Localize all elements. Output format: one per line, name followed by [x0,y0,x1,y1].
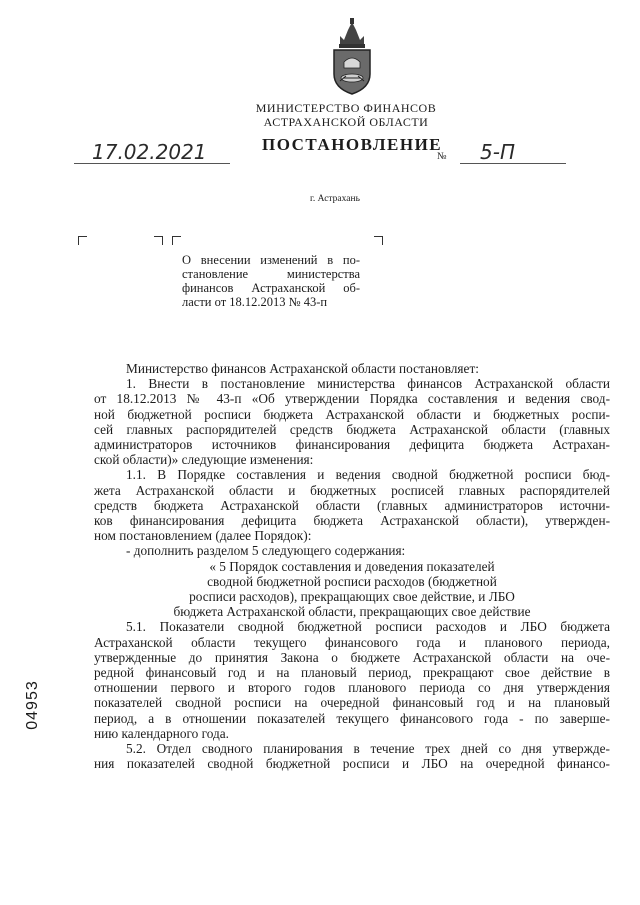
document-number: 5-П [460,141,566,164]
body-line: сводной бюджетной росписи расходов (бюджетной [207,573,497,589]
body-line: показателей сводной росписи на очередной финансовый год и на плановый [94,695,610,711]
body-line: Астраханской области текущего финансового года и планового периода, [94,634,610,650]
city-line: г. Астрахань [310,194,360,204]
corner-bracket [374,236,383,245]
body-line: бюджета Астраханской области, прекращающих свое действие [173,604,531,620]
body-line: 1. Внести в постановление министерства финансов Астраханской области [126,376,610,392]
corner-bracket [154,236,163,245]
subject-line: становление министерства [182,267,360,281]
subject-line: ласти от 18.12.2013 № 43-п [182,295,328,309]
document-body [94,361,610,771]
subject-line: финансов Астраханской об- [182,281,360,295]
body-line: отношении первого и второго годов планового периода со дня утверждения [94,680,610,696]
corner-bracket [172,236,181,245]
document-subject [182,253,360,309]
body-line: ном постановлением (далее Порядок): [94,528,312,544]
body-line: администраторов источников финансирования дефицита бюджета Астрахан- [94,437,610,453]
body-line: ния показателей сводной бюджетной росписи и ЛБО на очередной финансо- [94,756,610,772]
body-line: ской области)» следующие изменения: [94,452,314,468]
body-line: жета Астраханской области и бюджетных росписей главных распорядителей [94,482,610,498]
body-line: ной бюджетной росписи бюджета Астраханской области и бюджетных роспи- [94,406,610,422]
body-line: сей главных распорядителей средств бюджета Астраханской области (главных [94,421,610,437]
serial-number-stamp [22,672,42,742]
body-line: утвержденные до принятия Закона о бюджете Астраханской области на оче- [94,649,610,665]
corner-bracket [78,236,87,245]
body-line: средств бюджета Астраханской области (главных администраторов источни- [94,497,610,513]
coat-of-arms-icon [326,18,378,96]
body-line: нию календарного года. [94,725,229,741]
body-line: от 18.12.2013 № 43-п «Об утверждении Порядка составления и ведения свод- [94,391,610,407]
body-line: « 5 Порядок составления и доведения показателей [209,558,495,574]
body-line: период, а в отношении показателей текущего финансового года - по заверше- [94,710,610,726]
body-line: 1.1. В Порядке составления и ведения сводной бюджетной росписи бюд- [126,467,610,483]
ministry-name-line1: МИНИСТЕРСТВО ФИНАНСОВ [255,101,437,115]
subject-line: О внесении изменений в по- [182,253,360,267]
body-line: 5.2. Отдел сводного планирования в течение трех дней со дня утвержде- [126,741,610,757]
body-line: 5.1. Показатели сводной бюджетной росписи расходов и ЛБО бюджета [126,619,610,635]
number-sign: № [437,151,447,162]
body-line: ков финансирования дефицита бюджета Астраханской области), утвержден- [94,513,610,529]
document-date: 17.02.2021 [74,141,230,164]
document-type: ПОСТАНОВЛЕНИЕ [262,135,443,154]
body-line: Министерство финансов Астраханской области постановляет: [126,361,479,376]
serial-number: 04953 [24,680,41,730]
body-line: - дополнить разделом 5 следующего содержания: [126,543,406,559]
body-line: росписи расходов), прекращающих свое действие, и ЛБО [189,589,515,605]
ministry-name-line2: АСТРАХАНСКОЙ ОБЛАСТИ [263,115,429,129]
body-line: редной финансовый год и на плановый период, прекращают свое действие в [94,665,610,681]
